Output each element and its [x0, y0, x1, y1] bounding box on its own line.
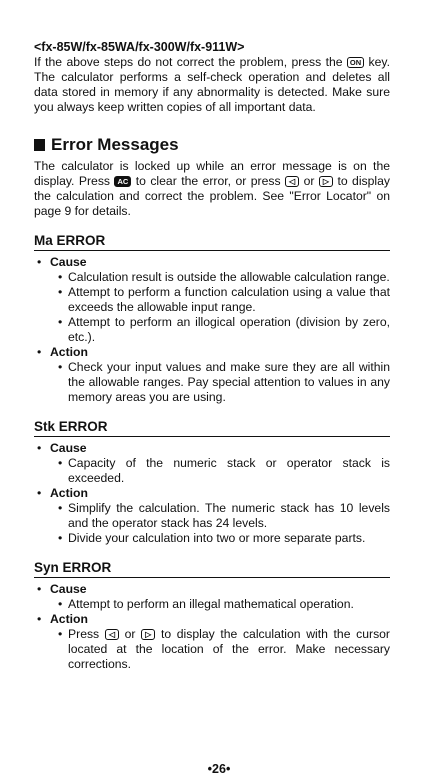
ac-key-icon: AC	[114, 176, 131, 187]
intro-text-2: key. The calculator performs a self-check operation and deletes all data stored in memory if any abnormality is detected. Make sure you always keep written copies of all important data.	[34, 55, 390, 114]
model-line: <fx-85W/fx-85WA/fx-300W/fx-911W>	[34, 40, 245, 54]
em-text-2: to clear the error, or press	[131, 174, 285, 188]
em-text-3: or	[299, 174, 319, 188]
section-title	[34, 135, 390, 155]
action-label: Action	[50, 345, 88, 359]
cause-label: Cause	[50, 441, 87, 455]
action-label: Action	[50, 486, 88, 500]
ma-action	[34, 345, 390, 405]
cause-label: Cause	[50, 255, 87, 269]
intro-paragraph	[34, 55, 390, 115]
list-item: • Check your input values and make sure they are all within the allowable ranges. Pay special attention to values in any memory areas you are using.	[56, 360, 390, 405]
syn-action-text-3: to display the calculation with the cursor located at the location of the error. Make necessary corrections.	[68, 627, 390, 671]
cause-label: Cause	[50, 582, 87, 596]
em-text-4: to display the calculation and correct the problem. See "Error Locator" on page 9 for details.	[34, 174, 390, 218]
right-arrow-key-icon: ▷	[319, 176, 333, 187]
syn-action	[34, 612, 390, 672]
list-item: • Attempt to perform a function calculation using a value that exceeds the allowable input range.	[56, 285, 390, 315]
stk-error-list	[34, 441, 390, 546]
ma-error-heading: Ma ERROR	[34, 233, 390, 251]
syn-action-text-2: or	[118, 627, 142, 641]
square-bullet-icon	[34, 139, 45, 151]
em-text-1: The calculator is locked up while an error message is on the display. Press	[34, 159, 390, 188]
left-arrow-key-icon: ◁	[285, 176, 299, 187]
intro-text-1: If the above steps do not correct the problem, press the	[34, 55, 347, 69]
section-title-text: Error Messages	[51, 135, 179, 154]
right-arrow-key-icon: ▷	[141, 629, 155, 640]
ma-error-list	[34, 255, 390, 405]
syn-cause	[34, 582, 390, 612]
list-item: • Attempt to perform an illegal mathematical operation.	[56, 597, 390, 612]
page-number: •26•	[207, 762, 231, 776]
left-arrow-key-icon: ◁	[105, 629, 119, 640]
error-messages-paragraph	[34, 159, 390, 219]
stk-action	[34, 486, 390, 546]
syn-error-list	[34, 582, 390, 672]
list-item: • Attempt to perform an illogical operation (division by zero, etc.).	[56, 315, 390, 345]
action-label: Action	[50, 612, 88, 626]
list-item	[56, 627, 390, 672]
ma-cause	[34, 255, 390, 345]
syn-action-text-1: Press	[68, 627, 105, 641]
stk-cause	[34, 441, 390, 486]
on-key-icon: ON	[347, 57, 364, 68]
stk-error-heading: Stk ERROR	[34, 419, 390, 437]
list-item: • Capacity of the numeric stack or operator stack is exceeded.	[56, 456, 390, 486]
syn-error-heading: Syn ERROR	[34, 560, 390, 578]
list-item: • Divide your calculation into two or more separate parts.	[56, 531, 390, 546]
list-item: • Calculation result is outside the allowable calculation range.	[56, 270, 390, 285]
list-item: • Simplify the calculation. The numeric stack has 10 levels and the operator stack has 24 levels.	[56, 501, 390, 531]
